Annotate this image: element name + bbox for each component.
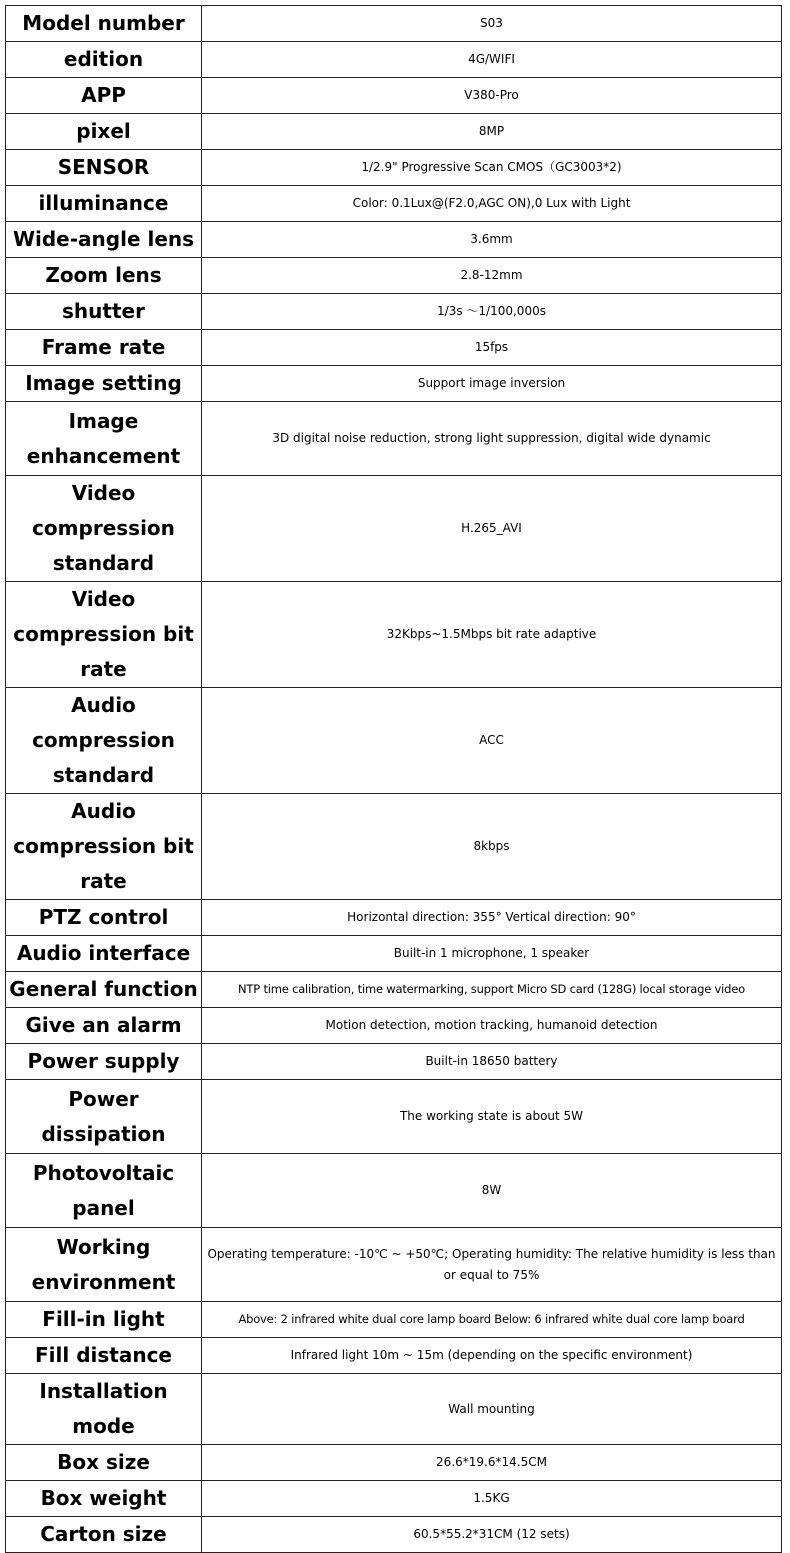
spec-label: Video compression bit rate <box>6 582 202 688</box>
spec-row-video-compression-bit-rate <box>6 582 782 688</box>
spec-value: 3D digital noise reduction, strong light suppression, digital wide dynamic <box>202 402 782 476</box>
spec-value: S03 <box>202 6 782 42</box>
spec-row-power-dissipation <box>6 1080 782 1154</box>
spec-label: Zoom lens <box>6 258 202 294</box>
spec-row-frame-rate <box>6 330 782 366</box>
spec-row-working-environment <box>6 1228 782 1302</box>
spec-value: 32Kbps~1.5Mbps bit rate adaptive <box>202 582 782 688</box>
spec-label: Working environment <box>6 1228 202 1302</box>
spec-value: Infrared light 10m ~ 15m (depending on the specific environment) <box>202 1338 782 1374</box>
spec-label: SENSOR <box>6 150 202 186</box>
spec-value: 8MP <box>202 114 782 150</box>
spec-value: 1.5KG <box>202 1481 782 1517</box>
spec-value: 1/2.9" Progressive Scan CMOS（GC3003*2) <box>202 150 782 186</box>
spec-row-app <box>6 78 782 114</box>
spec-row-edition <box>6 42 782 78</box>
spec-row-installation-mode <box>6 1374 782 1445</box>
spec-label: Box size <box>6 1445 202 1481</box>
spec-row-general-function <box>6 972 782 1008</box>
spec-value: 60.5*55.2*31CM (12 sets) <box>202 1517 782 1553</box>
spec-label: Image setting <box>6 366 202 402</box>
spec-value: Support image inversion <box>202 366 782 402</box>
spec-value: Horizontal direction: 355° Vertical direction: 90° <box>202 900 782 936</box>
spec-label: APP <box>6 78 202 114</box>
spec-row-zoom-lens <box>6 258 782 294</box>
spec-value: Color: 0.1Lux@(F2.0,AGC ON),0 Lux with Light <box>202 186 782 222</box>
spec-label: Power dissipation <box>6 1080 202 1154</box>
spec-label: Box weight <box>6 1481 202 1517</box>
spec-label: General function <box>6 972 202 1008</box>
spec-row-shutter <box>6 294 782 330</box>
spec-row-illuminance <box>6 186 782 222</box>
spec-value: H.265_AVI <box>202 476 782 582</box>
spec-label: Photovoltaic panel <box>6 1154 202 1228</box>
spec-row-box-size <box>6 1445 782 1481</box>
spec-value: 4G/WIFI <box>202 42 782 78</box>
spec-row-give-an-alarm <box>6 1008 782 1044</box>
spec-label: Power supply <box>6 1044 202 1080</box>
spec-value: 2.8-12mm <box>202 258 782 294</box>
spec-label: Fill distance <box>6 1338 202 1374</box>
spec-row-image-enhancement <box>6 402 782 476</box>
spec-row-power-supply <box>6 1044 782 1080</box>
spec-row-video-compression-standard <box>6 476 782 582</box>
spec-label: Carton size <box>6 1517 202 1553</box>
spec-value: The working state is about 5W <box>202 1080 782 1154</box>
spec-row-wide-angle-lens <box>6 222 782 258</box>
spec-value: 8W <box>202 1154 782 1228</box>
spec-row-photovoltaic-panel <box>6 1154 782 1228</box>
spec-label: Wide-angle lens <box>6 222 202 258</box>
spec-value: 15fps <box>202 330 782 366</box>
spec-label: Audio compression standard <box>6 688 202 794</box>
spec-row-sensor <box>6 150 782 186</box>
spec-label: Model number <box>6 6 202 42</box>
spec-label: Fill-in light <box>6 1302 202 1338</box>
spec-value: Operating temperature: -10℃ ~ +50℃; Operating humidity: The relative humidity is less than or equal to 75% <box>202 1228 782 1302</box>
spec-value: Motion detection, motion tracking, humanoid detection <box>202 1008 782 1044</box>
spec-row-model-number <box>6 6 782 42</box>
spec-label: Audio compression bit rate <box>6 794 202 900</box>
spec-value: 1/3s ～1/100,000s <box>202 294 782 330</box>
spec-value: ACC <box>202 688 782 794</box>
spec-label: Audio interface <box>6 936 202 972</box>
spec-value: 26.6*19.6*14.5CM <box>202 1445 782 1481</box>
spec-row-audio-interface <box>6 936 782 972</box>
spec-row-carton-size <box>6 1517 782 1553</box>
spec-row-image-setting <box>6 366 782 402</box>
spec-label: illuminance <box>6 186 202 222</box>
spec-label: Frame rate <box>6 330 202 366</box>
spec-label: pixel <box>6 114 202 150</box>
spec-row-box-weight <box>6 1481 782 1517</box>
spec-value: Wall mounting <box>202 1374 782 1445</box>
spec-row-audio-compression-bit-rate <box>6 794 782 900</box>
spec-value: Above: 2 infrared white dual core lamp board Below: 6 infrared white dual core lamp board <box>202 1302 782 1338</box>
spec-value: V380-Pro <box>202 78 782 114</box>
spec-label: PTZ control <box>6 900 202 936</box>
spec-value: Built-in 18650 battery <box>202 1044 782 1080</box>
spec-value: NTP time calibration, time watermarking, support Micro SD card (128G) local storage video <box>202 972 782 1008</box>
spec-label: Give an alarm <box>6 1008 202 1044</box>
spec-row-fill-in-light <box>6 1302 782 1338</box>
spec-label: Installation mode <box>6 1374 202 1445</box>
spec-label: shutter <box>6 294 202 330</box>
spec-row-ptz-control <box>6 900 782 936</box>
spec-value: 8kbps <box>202 794 782 900</box>
spec-row-pixel <box>6 114 782 150</box>
spec-label: edition <box>6 42 202 78</box>
spec-value: 3.6mm <box>202 222 782 258</box>
spec-label: Image enhancement <box>6 402 202 476</box>
spec-row-fill-distance <box>6 1338 782 1374</box>
spec-label: Video compression standard <box>6 476 202 582</box>
spec-value: Built-in 1 microphone, 1 speaker <box>202 936 782 972</box>
spec-row-audio-compression-standard <box>6 688 782 794</box>
spec-table <box>5 5 782 1553</box>
